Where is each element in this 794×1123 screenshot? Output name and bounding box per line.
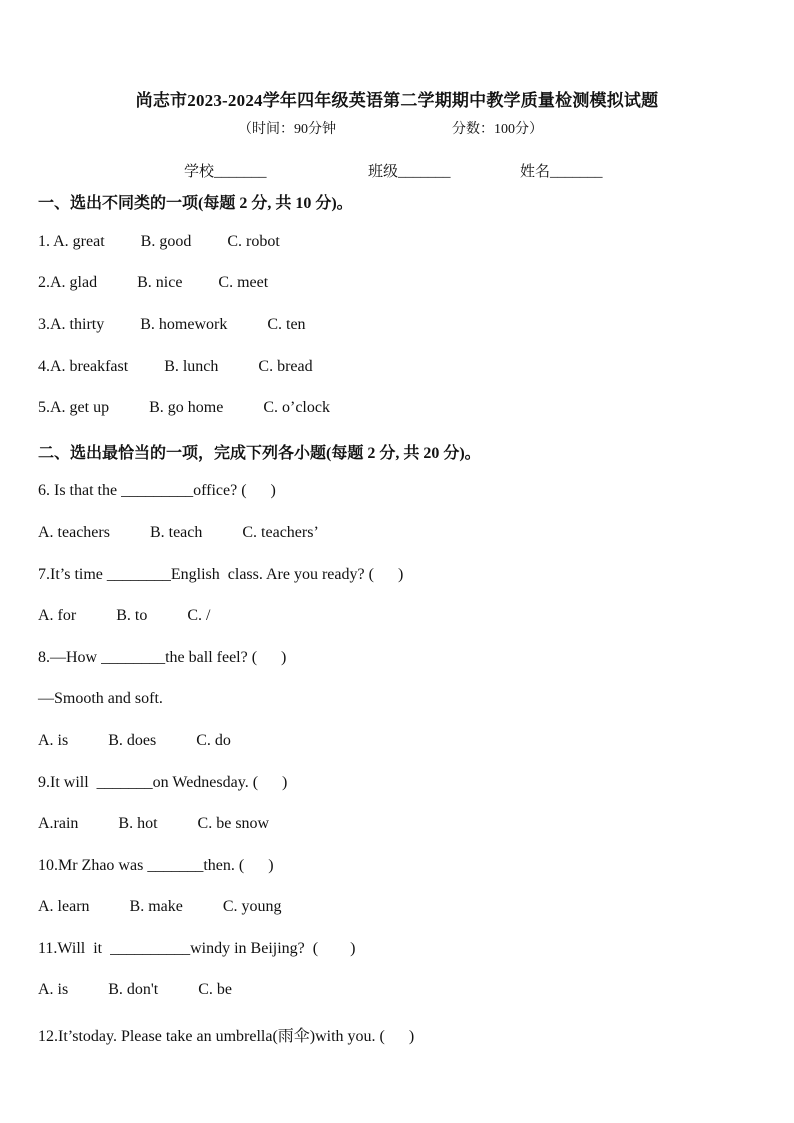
question-8-answer-line: —Smooth and soft. [38,690,163,707]
question-8: 8.—How ________the ball feel? ( ) [38,649,287,666]
question-5: 5.A. get up B. go home C. o’clock [38,399,330,416]
page-title: 尚志市2023-2024学年四年级英语第二学期期中教学质量检测模拟试题 [135,91,659,110]
section-1-heading: 一、选出不同类的一项(每题 2 分, 共 10 分)。 [38,195,353,212]
question-12: 12.It’stoday. Please take an umbrella(雨伞)with you. ( ) [38,1028,415,1045]
question-2: 2.A. glad B. nice C. meet [38,274,269,291]
exam-score: 分数：100分） [452,122,543,137]
name-field: 姓名_______ [520,164,603,180]
question-3: 3.A. thirty B. homework C. ten [38,316,306,333]
school-field: 学校_______ [184,164,267,180]
class-field: 班级_______ [368,164,451,180]
question-1: 1. A. great B. good C. robot [38,233,280,250]
question-6: 6. Is that the _________office? ( ) [38,482,276,499]
question-7: 7.It’s time ________English class. Are you ready? ( ) [38,566,404,583]
exam-time: （时间：90分钟 [238,122,336,137]
question-11-options: A. is B. don't C. be [38,981,232,998]
question-10: 10.Mr Zhao was _______then. ( ) [38,857,274,874]
question-7-options: A. for B. to C. / [38,607,211,624]
section-2-heading: 二、选出最恰当的一项，完成下列各小题(每题 2 分, 共 20 分)。 [38,445,481,462]
question-6-options: A. teachers B. teach C. teachers’ [38,524,319,541]
question-4: 4.A. breakfast B. lunch C. bread [38,358,313,375]
question-9-options: A.rain B. hot C. be snow [38,815,270,832]
question-8-options: A. is B. does C. do [38,732,231,749]
question-11: 11.Will it __________windy in Beijing? ( ) [38,940,356,957]
question-10-options: A. learn B. make C. young [38,898,282,915]
question-9: 9.It will _______on Wednesday. ( ) [38,774,288,791]
